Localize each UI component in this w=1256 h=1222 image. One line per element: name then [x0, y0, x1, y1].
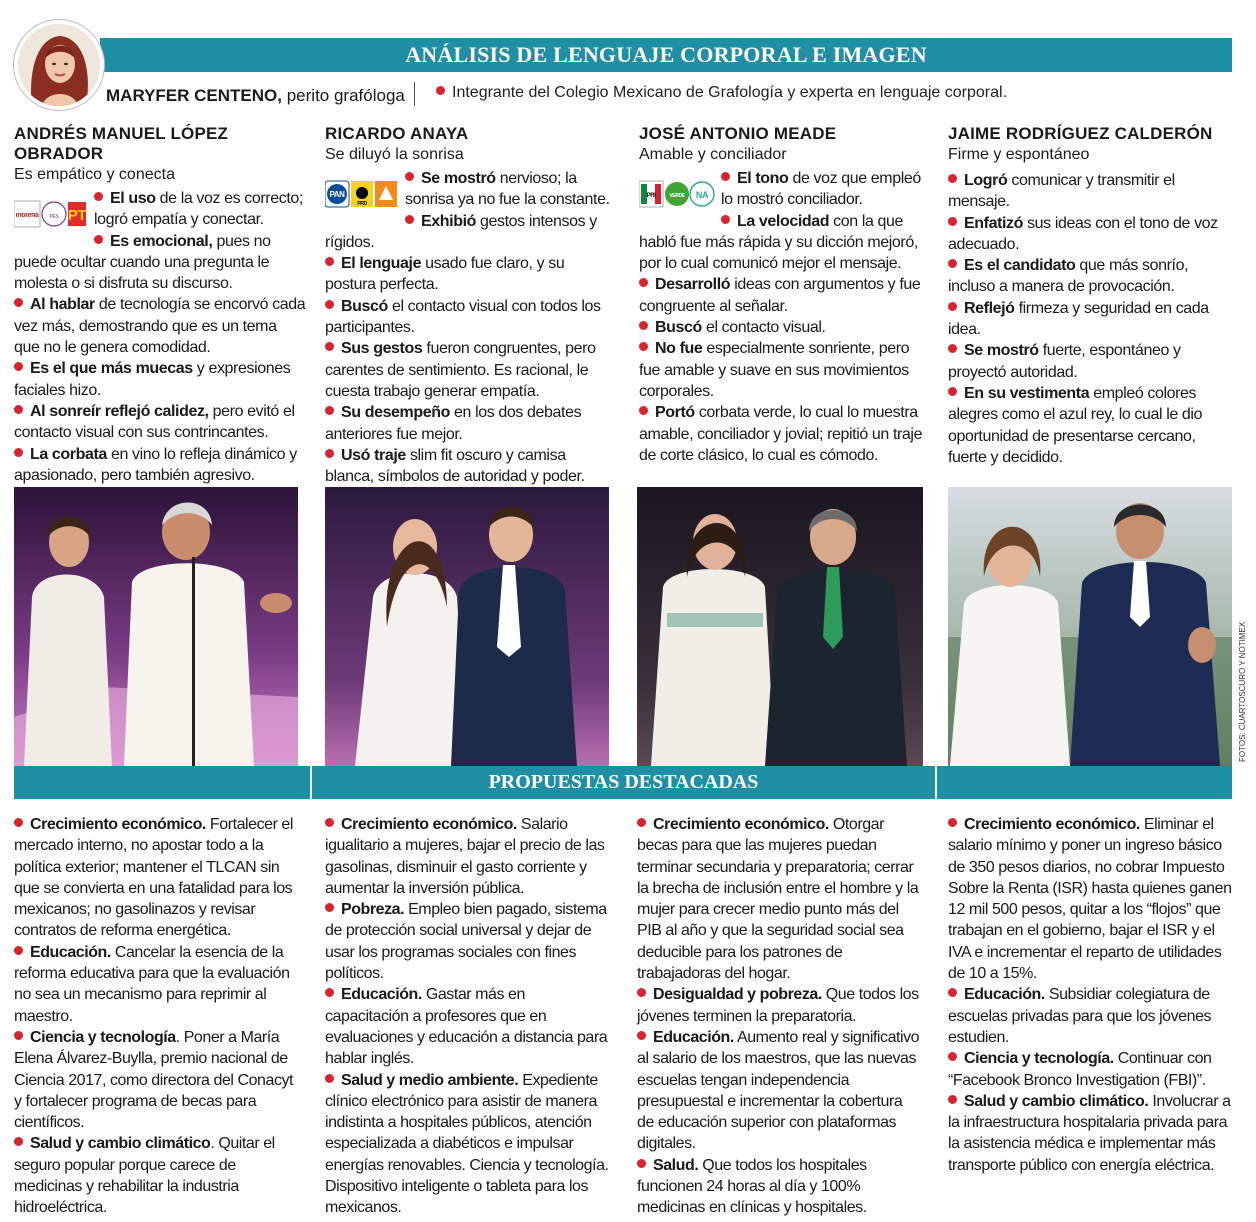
analysis-item: Portó corbata verde, lo cual lo muestra amable, conciliador y jovial; repitió un traje de corte clásico, lo cual es cómodo. [639, 404, 923, 464]
analysis-item: La velocidad con la que habló fue más rápida y su dicción mejoró, por lo cual comunicó mejor el mensaje. [639, 212, 918, 273]
proposals-amlo [14, 814, 300, 1219]
proposal-item: Salud y medio ambiente. Expediente clínico electrónico para asistir de manera indistinta a hospitales públicos, atención especializada a diabéticos e impulsar energías renovables. Ciencia y tecnología. Dispositivo inteligente o tableta para los mexicanos. [325, 1071, 609, 1217]
pri-logo-text: PRI [646, 193, 656, 199]
analysis-item: Buscó el contacto visual con todos los participantes. [325, 297, 601, 337]
proposal-item: Salud y cambio climático. Involucrar a la infraestructura hospitalaria privada para la asistencia médica e implementar más transporte público con energía eléctrica. [948, 1092, 1231, 1174]
bullet-dot [721, 215, 730, 224]
bullet-dot [325, 988, 334, 997]
bullet-dot [948, 1095, 957, 1104]
header-banner [100, 38, 1232, 72]
analysis-list [948, 170, 1234, 468]
bullet-dot [948, 387, 957, 396]
author-desc-text: Integrante del Colegio Mexicano de Grafología y experta en lenguaje corporal. [452, 84, 1008, 101]
analysis-item: En su vestimenta empleó colores alegres como el azul rey, lo cual le dio oportunidad de presentarse cercano, fuerte y decidido. [948, 384, 1203, 466]
bullet-dot [325, 903, 334, 912]
candidate-name: RICARDO ANAYA [325, 124, 469, 143]
bullet-dot [325, 257, 334, 266]
proposal-item: Crecimiento económico. Salario igualitario a mujeres, bajar el precio de las gasolinas, disminuir el gasto corriente y aumentar la inversión pública. [325, 816, 605, 897]
bullet-dot [637, 988, 646, 997]
bullet-dot [637, 1159, 646, 1168]
bullet-dot [14, 946, 23, 955]
analysis-item: Enfatizó sus ideas con el tono de voz adecuado. [948, 214, 1218, 253]
analysis-item: Es el candidato que más sonrío, incluso a manera de provocación. [948, 257, 1189, 296]
bullet-dot [948, 174, 957, 183]
bullet-dot [325, 449, 334, 458]
bullet-dot [14, 818, 23, 827]
photo-meade [637, 487, 923, 766]
candidate-subtitle: Es empático y conecta [14, 166, 175, 183]
analysis-item: No fue especialmente sonriente, pero fue amable y suave en sus movimientos corporales. [639, 340, 910, 400]
proposal-item: Ciencia y tecnología. Continuar con “Facebook Bronco Investigation (FBI)”. [948, 1050, 1212, 1089]
bullet-dot [325, 406, 334, 415]
bullet-dot [948, 302, 957, 311]
analysis-item: Es el que más muecas y expresiones faciales hizo. [14, 360, 291, 399]
bullet-dot [639, 406, 648, 415]
bullet-dot [637, 1031, 646, 1040]
author-divider [414, 82, 415, 106]
bullet-dot [14, 362, 23, 371]
analysis-item: Se mostró nervioso; la sonrisa ya no fue la constante. [405, 170, 610, 209]
proposal-item: Crecimiento económico. Fortalecer el mercado interno, no apostar todo a la política exterior; mantener el TLCAN sin que se convierta en una fatalidad para los mexicanos; no gasolinazos y revisar contratos de reforma energética. [14, 816, 293, 940]
photo-credit-text: FOTOS: CUARTOSCURO Y NOTIMEX [1238, 621, 1247, 762]
bullet-dot [325, 818, 334, 827]
candidate-column-anaya [325, 124, 615, 487]
bullet-dot [325, 1074, 334, 1083]
candidate-subtitle: Firme y espontáneo [948, 146, 1090, 163]
party-logos [639, 178, 715, 210]
proposal-item: Pobreza. Empleo bien pagado, sistema de protección social universal y dejar de usar los programas sociales con fines políticos. [325, 901, 607, 983]
analysis-item: Buscó el contacto visual. [639, 317, 925, 338]
prd-logo-text: PRD [357, 201, 367, 207]
analysis-list [639, 168, 925, 466]
candidate-column-meade [639, 124, 925, 466]
proposal-item: Salud y cambio climático. Quitar el seguro popular porque carece de medicinas y rehabilitar la industria hidroeléctrica. [14, 1135, 275, 1217]
party-logos [14, 198, 88, 230]
bullet-dot [639, 342, 648, 351]
proposal-item: Ciencia y tecnología. Poner a María Elena Álvarez-Buylla, premio nacional de Ciencia 2017, como directora del Conacyt y fortalecer programa de becas para científicos. [14, 1028, 294, 1132]
candidate-column-rodriguez [948, 124, 1234, 468]
svg-text:PES: PES [49, 214, 59, 220]
bullet-dot [14, 1137, 23, 1146]
analysis-item: Desarrolló ideas con argumentos y fue congruente al señalar. [639, 276, 921, 315]
section-title-proposals: PROPUESTAS DESTACADAS [488, 771, 759, 793]
bullet-dot [436, 86, 445, 95]
party-logos [325, 178, 399, 210]
analysis-item: La corbata en vino lo refleja dinámico y apasionado, pero también agresivo. [14, 445, 297, 484]
bullet-dot [94, 192, 103, 201]
photo-credit [1238, 612, 1252, 772]
candidate-name: JAIME RODRÍGUEZ CALDERÓN [948, 124, 1213, 143]
photo-rodriguez [948, 487, 1232, 766]
analysis-item: Sus gestos fueron congruentes, pero carentes de sentimiento. Es racional, le cuesta trabajo generar empatía. [325, 340, 596, 400]
photo-anaya [325, 487, 609, 766]
candidate-subtitle: Se diluyó la sonrisa [325, 146, 464, 163]
analysis-item: Exhibió gestos intensos y rígidos. [325, 212, 597, 251]
bullet-dot [94, 235, 103, 244]
proposal-item: Crecimiento económico. Eliminar el salario mínimo y poner un ingreso básico de 350 pesos diarios, no cobrar Impuesto Sobre la Renta (ISR) hasta quienes ganen 12 mil 500 pesos, quitar a los “flojos” que trabajan en el gobierno, bajar el ISR y el IVA e incrementar el reparto de utilidades de 10 a 15%. [948, 816, 1232, 983]
bullet-dot [948, 988, 957, 997]
bullet-dot [639, 278, 648, 287]
analysis-item: Al sonreír reflejó calidez, pero evitó el contacto visual con sus contrincantes. [14, 402, 295, 442]
analysis-list [325, 168, 615, 487]
analysis-item: Es emocional, pues no puede ocultar cuando una pregunta le molesta o si disfruta su discurso. [14, 232, 271, 293]
analysis-item: Logró comunicar y transmitir el mensaje. [948, 172, 1175, 211]
na-logo-text: NA [695, 190, 709, 200]
bullet-dot [405, 172, 414, 181]
section-band-left [14, 766, 310, 799]
bullet-dot [14, 448, 23, 457]
candidate-column-amlo [14, 124, 306, 486]
analysis-item: El lenguaje usado fue claro, y su postura perfecta. [325, 255, 565, 294]
morena-logo-text: morena [15, 212, 39, 219]
bullet-dot [948, 259, 957, 268]
author-line [106, 86, 405, 106]
photo-amlo [14, 487, 298, 766]
author-description [436, 84, 1007, 102]
bullet-dot [948, 217, 957, 226]
bullet-dot [721, 172, 730, 181]
pan-logo-text: PAN [329, 190, 345, 199]
author-avatar [14, 20, 104, 110]
proposal-item: Educación. Cancelar la esencia de la reforma educativa para que la evaluación no sea un mecanismo para reprimir al maestro. [14, 943, 290, 1025]
proposals-rodriguez [948, 814, 1232, 1176]
bullet-dot [14, 1031, 23, 1040]
analysis-item: Reflejó firmeza y seguridad en cada idea. [948, 299, 1209, 339]
bullet-dot [14, 405, 23, 414]
candidate-name: ANDRÉS MANUEL LÓPEZ OBRADOR [14, 124, 229, 163]
bullet-dot [948, 818, 957, 827]
candidate-subtitle: Amable y conciliador [639, 146, 787, 163]
candidate-name: JOSÉ ANTONIO MEADE [639, 124, 837, 143]
proposal-item: Educación. Subsidiar colegiatura de escuelas privadas para que los jóvenes estudien. [948, 986, 1212, 1046]
bullet-dot [405, 215, 414, 224]
bullet-dot [637, 818, 646, 827]
bullet-dot [948, 1052, 957, 1061]
pve-logo-text: VERDE [669, 193, 685, 199]
page-title: ANÁLISIS DE LENGUAJE CORPORAL E IMAGEN [405, 42, 927, 67]
proposal-item: Crecimiento económico. Otorgar becas para que las mujeres puedan terminar secundaria y preparatoria; cerrar la brecha de inclusión entre el hombre y la mujer para crecer medio punto más del PIB al año y que la seguridad social sea deducible para los patrones de trabajadoras del hogar. [637, 816, 919, 983]
section-band-right [937, 766, 1232, 799]
proposals-meade [637, 814, 923, 1219]
analysis-item: Usó traje slim fit oscuro y camisa blanca, símbolos de autoridad y poder. [325, 446, 585, 486]
bullet-dot [14, 298, 23, 307]
analysis-item: El uso de la voz es correcto; logró empatía y conectar. [94, 190, 303, 229]
author-name: MARYFER CENTENO, [106, 86, 282, 105]
proposal-item: Educación. Gastar más en capacitación a profesores que en evaluaciones y educación a distancia para hablar inglés. [325, 986, 608, 1068]
bullet-dot [948, 344, 957, 353]
author-role: perito grafóloga [282, 86, 405, 105]
pt-logo-text: PT [67, 207, 87, 224]
bullet-dot [325, 342, 334, 351]
bullet-dot [639, 321, 648, 330]
bullet-dot [325, 300, 334, 309]
proposal-item: Salud. Que todos los hospitales funcionen 24 horas al día y 100% medicinas en clínicas y hospitales. [637, 1156, 867, 1217]
analysis-item: Se mostró fuerte, espontáneo y proyectó autoridad. [948, 342, 1181, 381]
analysis-item: Al hablar de tecnología se encorvó cada vez más, demostrando que es un tema que no le genera comodidad. [14, 296, 306, 357]
analysis-item: Su desempeño en los dos debates anteriores fue mejor. [325, 404, 582, 443]
proposals-anaya [325, 814, 609, 1219]
analysis-item: El tono de voz que empleó lo mostró conciliador. [721, 170, 921, 209]
analysis-list [14, 188, 306, 486]
proposal-item: Desigualdad y pobreza. Que todos los jóvenes terminen la preparatoria. [637, 986, 919, 1025]
proposal-item: Educación. Aumento real y significativo al salario de los maestros, que las nuevas escuelas tengan independencia presupuestal e incrementar la cobertura de educación superior con plataformas digitales. [637, 1028, 920, 1153]
